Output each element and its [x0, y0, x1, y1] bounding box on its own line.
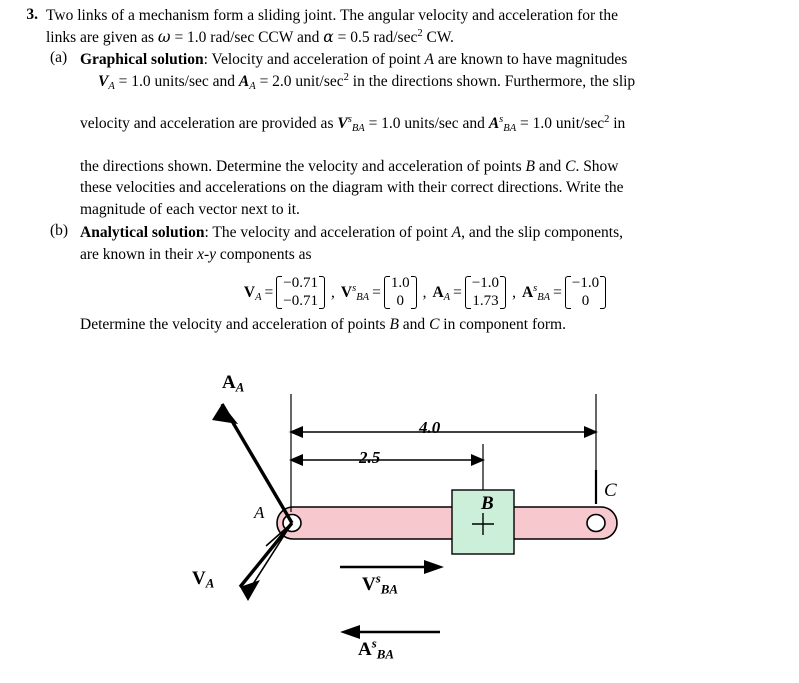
equation-term-aba: [522, 275, 606, 310]
part-b: [38, 222, 799, 336]
term-vba-vector: [384, 275, 417, 310]
problem-intro: [46, 6, 781, 48]
part-b-label: (b): [50, 222, 69, 240]
part-a-body: [80, 49, 770, 220]
equation-separator-1: ,: [331, 283, 335, 301]
term-aba-row-1: −1.0: [571, 274, 600, 291]
label-slip-velocity-subscript: BA: [380, 581, 398, 597]
label-slip-acceleration-subscript: BA: [376, 646, 394, 662]
part-a-point-a: A: [424, 51, 435, 69]
part-a-line6: magnitude of each vector next to it.: [80, 200, 300, 218]
term-vba-row-1: 1.0: [390, 274, 410, 291]
label-point-c: C: [604, 480, 617, 501]
vel-a-arrow: [240, 523, 292, 601]
term-aba-row-2: 0: [581, 292, 590, 309]
label-slip-velocity-superscript: s: [375, 570, 381, 586]
part-a-line3-pre: velocity and acceleration are provided as: [80, 115, 338, 133]
intro-line-1: Two links of a mechanism form a sliding joint. The angular velocity and acceleration for the: [46, 7, 618, 24]
xy-label: x-y: [197, 245, 216, 263]
term-vba-row-2: 0: [396, 292, 404, 309]
alpha-tail: CW.: [422, 28, 454, 46]
vba-value: = 1.0 units/sec and: [364, 115, 489, 133]
term-aa-symbol: A: [432, 283, 444, 301]
part-a-line2-tail: in the directions shown. Furthermore, the slip: [348, 72, 636, 90]
term-vba-equals: =: [372, 283, 381, 301]
term-aa-row-1: −1.0: [471, 274, 500, 291]
part-a-line5: these velocities and accelerations on the diagram with their correct directions. Write the: [80, 179, 624, 197]
part-a: [38, 49, 799, 220]
part-a-text-1: : Velocity and acceleration of point: [203, 51, 425, 69]
aa-exponent: 2: [343, 71, 349, 83]
label-vel-a-symbol: V: [192, 568, 206, 589]
dimension-2-5: [289, 444, 485, 490]
label-vel-a: [192, 568, 214, 590]
part-b-line2-tail: components as: [216, 245, 312, 263]
slip-acceleration-arrow: [340, 625, 440, 639]
part-b-closing-b: B: [389, 316, 399, 334]
part-a-text-1c: are known to have magnitudes: [434, 51, 628, 69]
part-a-label: (a): [50, 49, 68, 67]
term-va-equals: =: [264, 283, 274, 301]
term-aba-symbol: A: [521, 283, 534, 301]
alpha-value: = 0.5 rad/sec: [333, 28, 418, 46]
part-a-line4-pre: the directions shown. Determine the velocity and acceleration of points: [80, 158, 526, 176]
va-subscript: A: [108, 80, 115, 92]
intro-line-2-pre: links are given as: [46, 28, 158, 46]
part-a-line3-tail: in: [609, 115, 626, 133]
label-slip-velocity-symbol: V: [362, 574, 376, 595]
alpha-symbol: α: [323, 27, 334, 46]
term-va-symbol: V: [243, 283, 256, 301]
part-b-closing-and: and: [398, 316, 430, 334]
term-vba-superscript: s: [352, 282, 357, 294]
accel-a-arrow: [212, 404, 292, 523]
label-point-b: B: [481, 493, 494, 514]
part-b-body: [80, 222, 770, 336]
term-vba-symbol: V: [340, 283, 353, 301]
part-a-point-b: B: [525, 158, 535, 176]
equation-separator-3: ,: [512, 283, 516, 301]
label-vel-a-subscript: A: [205, 575, 215, 591]
alpha-exponent: 2: [417, 27, 423, 39]
term-vba-subscript: BA: [356, 291, 370, 303]
equation-term-vba: [341, 275, 417, 310]
va-symbol: V: [98, 72, 109, 90]
part-a-title: Graphical solution: [80, 51, 204, 69]
vba-superscript: s: [347, 114, 352, 126]
link-bar: [277, 507, 617, 539]
equation-term-va: [244, 275, 325, 310]
problem-intro-row: [0, 6, 799, 48]
term-aa-equals: =: [453, 283, 462, 301]
pin-joint-right: [587, 515, 605, 532]
slip-velocity-arrow: [340, 560, 444, 574]
part-b-text-1c: , and the slip components,: [461, 224, 623, 242]
part-a-line4-and: and: [534, 158, 566, 176]
dimension-4-0: [289, 394, 598, 512]
term-va-subscript: A: [255, 291, 262, 303]
omega-value: = 1.0 rad/sec CCW and: [170, 28, 324, 46]
term-va-vector: [276, 275, 325, 310]
part-b-point-a: A: [451, 224, 462, 242]
label-dimension-4-0: 4.0: [419, 418, 441, 437]
label-slip-acceleration: [358, 635, 394, 662]
label-dimension-2-5: 2.5: [359, 448, 381, 467]
aa-subscript: A: [249, 80, 256, 92]
label-slip-acceleration-symbol: A: [358, 639, 372, 660]
label-slip-acceleration-superscript: s: [371, 635, 377, 651]
vba-symbol: V: [337, 115, 348, 133]
part-a-point-c: C: [565, 158, 576, 176]
equation-separator-2: ,: [422, 283, 427, 301]
label-point-a: A: [254, 503, 265, 522]
aa-symbol: A: [238, 72, 250, 90]
aba-superscript: s: [499, 114, 504, 126]
aba-symbol: A: [488, 115, 500, 133]
label-accel-a-subscript: A: [235, 379, 245, 395]
term-va-row-1: −0.71: [283, 274, 319, 291]
term-aba-subscript: BA: [537, 291, 551, 303]
term-aa-subscript: A: [443, 291, 451, 303]
aba-subscript: BA: [503, 123, 517, 135]
problem-number: 3.: [26, 6, 38, 23]
term-aba-superscript: s: [533, 282, 538, 294]
label-accel-a-symbol: A: [222, 372, 236, 393]
term-aa-row-2: 1.73: [472, 292, 499, 309]
part-b-closing: [80, 314, 770, 335]
part-b-closing-pre: Determine the velocity and acceleration of points: [80, 316, 390, 334]
aba-exponent: 2: [604, 114, 610, 126]
part-b-line2-pre: are known in their: [80, 245, 198, 263]
part-b-closing-c: C: [429, 316, 440, 334]
part-b-title: Analytical solution: [80, 224, 205, 242]
part-b-closing-tail: in component form.: [439, 316, 566, 334]
omega-symbol: ω: [157, 27, 171, 46]
problem-statement: [0, 6, 799, 336]
equation-term-aa: [432, 275, 506, 310]
mechanism-diagram: [0, 352, 799, 682]
term-aba-equals: =: [553, 283, 562, 301]
va-value: = 1.0 units/sec and: [114, 72, 239, 90]
part-a-line4-tail: . Show: [575, 158, 619, 176]
mechanism-diagram-svg: [0, 352, 799, 682]
label-accel-a: [222, 372, 244, 394]
label-slip-velocity: [362, 570, 398, 597]
part-b-text-1: : The velocity and acceleration of point: [204, 224, 452, 242]
term-aa-vector: [465, 275, 506, 310]
term-aba-vector: [565, 275, 606, 310]
component-equations: [80, 275, 770, 310]
aa-value: = 2.0 unit/sec: [255, 72, 344, 90]
term-va-row-2: −0.71: [283, 292, 319, 309]
vba-subscript: BA: [351, 123, 365, 135]
aba-value: = 1.0 unit/sec: [516, 115, 605, 133]
